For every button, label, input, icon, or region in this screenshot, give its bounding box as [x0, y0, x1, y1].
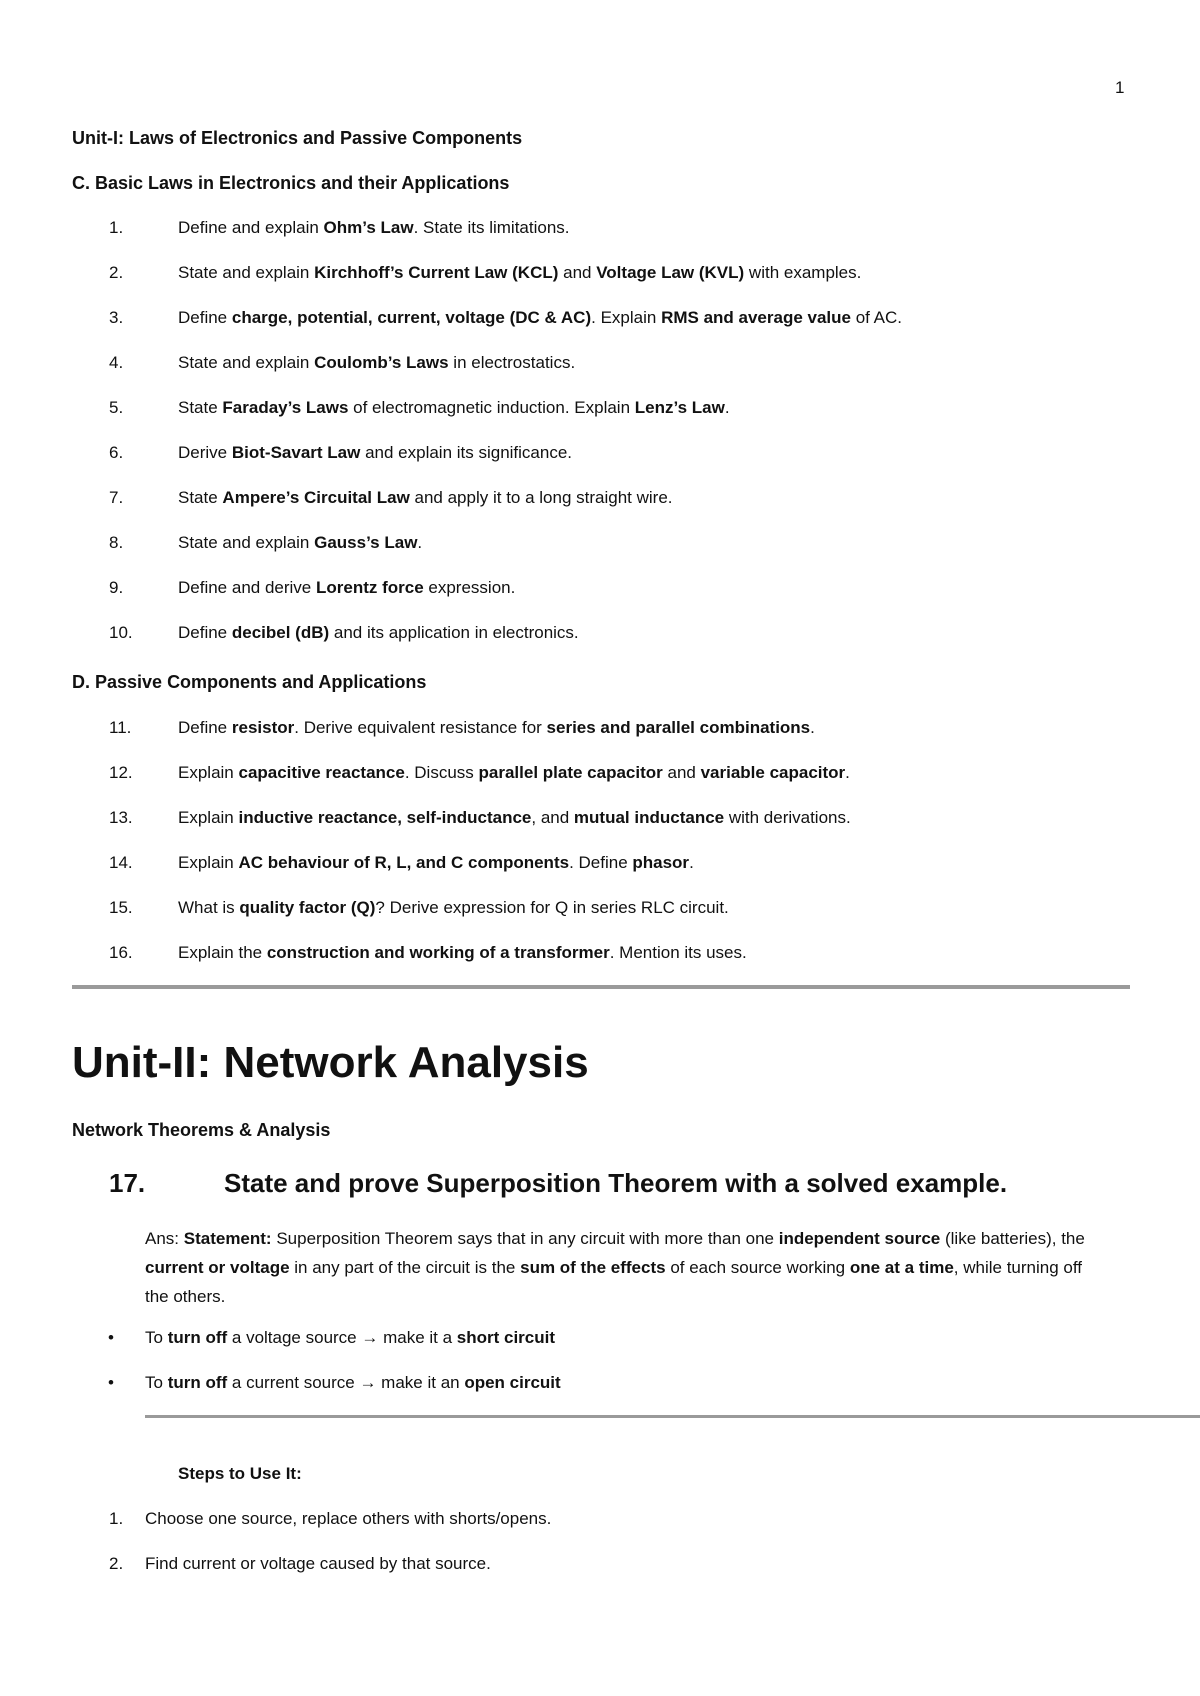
question-text — [178, 353, 575, 373]
question-bold-term: variable capacitor — [700, 763, 846, 782]
question-text: of AC. — [850, 308, 903, 327]
question-17-heading: State and prove Superposition Theorem with a solved example. — [224, 1168, 1008, 1198]
question-text — [178, 398, 730, 418]
question-text — [178, 488, 673, 508]
question-text: and its application in electronics. — [329, 623, 579, 642]
question-text — [178, 443, 572, 463]
bullet-bold-term: turn off — [167, 1328, 228, 1347]
question-number: 16. — [109, 943, 133, 962]
question-text: State and explain — [178, 533, 315, 552]
horizontal-divider-2 — [145, 1415, 1200, 1418]
question-bold-term: Faraday’s Laws — [222, 398, 349, 417]
question-bold-term: decibel (dB) — [231, 623, 330, 642]
question-text: and — [662, 763, 701, 782]
steps-title: Steps to Use It: — [178, 1464, 302, 1483]
question-bold-term: inductive reactance, self-inductance — [238, 808, 532, 827]
question-bold-term: Ampere’s Circuital Law — [222, 488, 410, 507]
question-text: Explain — [178, 853, 239, 872]
question-text: . Mention its uses. — [609, 943, 747, 962]
question-bold-term: quality factor (Q) — [239, 898, 376, 917]
question-text: What is — [178, 898, 240, 917]
step-text: Choose one source, replace others with shorts/opens. — [145, 1509, 552, 1528]
bullet-dot: • — [108, 1373, 114, 1392]
question-bold-term: parallel plate capacitor — [478, 763, 663, 782]
bullet-bold-term: short circuit — [456, 1328, 556, 1347]
question-number: 4. — [109, 353, 124, 372]
question-number: 1. — [109, 218, 124, 237]
question-number: 5. — [109, 398, 124, 417]
answer-text: (like batteries), the — [940, 1229, 1085, 1248]
question-text: . Discuss — [404, 763, 479, 782]
question-text: , and — [531, 808, 574, 827]
bullet-text: a voltage source → make it a — [227, 1328, 457, 1347]
question-number: 6. — [109, 443, 124, 462]
question-bold-term: Coulomb’s Laws — [314, 353, 449, 372]
question-text — [178, 218, 570, 238]
question-text: with examples. — [744, 263, 862, 282]
answer-bold-term: current or voltage — [145, 1258, 290, 1277]
question-text: . Derive equivalent resistance for — [294, 718, 547, 737]
question-text: and apply it to a long straight wire. — [409, 488, 673, 507]
unit1-title: Unit-I: Laws of Electronics and Passive Components — [72, 128, 523, 148]
question-bold-term: Lenz’s Law — [634, 398, 725, 417]
question-number: 12. — [109, 763, 133, 782]
question-text — [178, 943, 747, 963]
question-number: 7. — [109, 488, 124, 507]
answer-bold-term: one at a time — [849, 1258, 954, 1277]
question-bold-term: Kirchhoff’s Current Law (KCL) — [314, 263, 559, 282]
question-text: . — [845, 763, 850, 782]
question-text: . Define — [569, 853, 633, 872]
question-text — [178, 533, 422, 553]
question-text: Define — [178, 308, 232, 327]
question-text: State and explain — [178, 263, 315, 282]
question-text: . — [724, 398, 730, 417]
question-text: State and explain — [178, 353, 315, 372]
question-text — [178, 623, 579, 643]
question-text: Explain — [178, 763, 239, 782]
question-number: 14. — [109, 853, 133, 872]
question-text: and explain its significance. — [360, 443, 573, 462]
answer-bold-term: Statement: — [183, 1229, 272, 1248]
question-text — [178, 718, 815, 738]
bullet-text: To — [145, 1328, 168, 1347]
question-text — [178, 263, 861, 283]
bullet-bold-term: open circuit — [464, 1373, 561, 1392]
question-text: in electrostatics. — [448, 353, 576, 372]
question-text — [178, 308, 902, 328]
question-bold-term: phasor — [632, 853, 690, 872]
answer-text: of each source working — [665, 1258, 850, 1277]
section-d-title: D. Passive Components and Applications — [72, 672, 427, 692]
question-bold-term: RMS and average value — [661, 308, 851, 327]
question-text — [178, 763, 850, 783]
answer-text: , while turning off the others. — [145, 1258, 1082, 1306]
answer-paragraph — [145, 1224, 1105, 1311]
bullet-item — [145, 1373, 561, 1393]
step-number: 1. — [109, 1509, 124, 1528]
question-text: Explain — [178, 808, 239, 827]
question-bold-term: Biot-Savart Law — [231, 443, 361, 462]
question-text: State — [178, 488, 223, 507]
question-text: . — [810, 718, 815, 737]
answer-bold-term: independent source — [778, 1229, 941, 1248]
answer-text: in any part of the circuit is the — [289, 1258, 521, 1277]
question-text: expression. — [423, 578, 516, 597]
question-number: 10. — [109, 623, 133, 642]
answer-text: Ans: — [145, 1229, 184, 1248]
network-theorems-subtitle: Network Theorems & Analysis — [72, 1120, 331, 1140]
question-text: Define — [178, 718, 232, 737]
question-number: 8. — [109, 533, 124, 552]
answer-bold-term: sum of the effects — [520, 1258, 666, 1277]
bullet-bold-term: turn off — [167, 1373, 228, 1392]
section-c-title: C. Basic Laws in Electronics and their Applications — [72, 173, 510, 193]
question-text: State — [178, 398, 223, 417]
question-text — [178, 578, 515, 598]
question-text: with derivations. — [724, 808, 851, 827]
question-number: 11. — [109, 718, 132, 737]
question-bold-term: Lorentz force — [315, 578, 424, 597]
question-text: and — [558, 263, 597, 282]
horizontal-divider — [72, 985, 1130, 989]
question-bold-term: resistor — [231, 718, 295, 737]
question-bold-term: construction and working of a transformer — [266, 943, 610, 962]
question-bold-term: AC behaviour of R, L, and C components — [238, 853, 570, 872]
question-bold-term: charge, potential, current, voltage (DC & AC) — [231, 308, 592, 327]
question-text: Define — [178, 623, 232, 642]
question-number: 15. — [109, 898, 133, 917]
question-number: 2. — [109, 263, 124, 282]
question-text: of electromagnetic induction. Explain — [348, 398, 635, 417]
bullet-item — [145, 1328, 555, 1348]
question-bold-term: Gauss’s Law — [314, 533, 418, 552]
bullet-dot: • — [108, 1328, 114, 1347]
question-text: . Explain — [591, 308, 662, 327]
question-text: . — [689, 853, 694, 872]
question-text: . — [417, 533, 423, 552]
question-text — [178, 853, 694, 873]
question-bold-term: Voltage Law (KVL) — [596, 263, 745, 282]
question-text: ? Derive expression for Q in series RLC circuit. — [375, 898, 729, 917]
question-text — [178, 898, 729, 918]
question-bold-term: mutual inductance — [573, 808, 725, 827]
question-number: 3. — [109, 308, 124, 327]
question-bold-term: capacitive reactance — [238, 763, 405, 782]
step-number: 2. — [109, 1554, 124, 1573]
question-text: Define and derive — [178, 578, 316, 597]
question-text: Define and explain — [178, 218, 324, 237]
unit2-title: Unit-II: Network Analysis — [72, 1038, 589, 1087]
answer-text: Superposition Theorem says that in any circuit with more than one — [271, 1229, 779, 1248]
question-text: Derive — [178, 443, 232, 462]
step-text: Find current or voltage caused by that source. — [145, 1554, 491, 1573]
question-bold-term: Ohm’s Law — [323, 218, 414, 237]
page-number: 1 — [1115, 78, 1125, 97]
bullet-text: a current source → make it an — [227, 1373, 465, 1392]
question-text: Explain the — [178, 943, 267, 962]
question-bold-term: series and parallel combinations — [546, 718, 811, 737]
question-number: 13. — [109, 808, 133, 827]
question-17-number: 17. — [109, 1168, 146, 1198]
question-text — [178, 808, 851, 828]
question-text: . State its limitations. — [413, 218, 570, 237]
question-number: 9. — [109, 578, 124, 597]
bullet-text: To — [145, 1373, 168, 1392]
